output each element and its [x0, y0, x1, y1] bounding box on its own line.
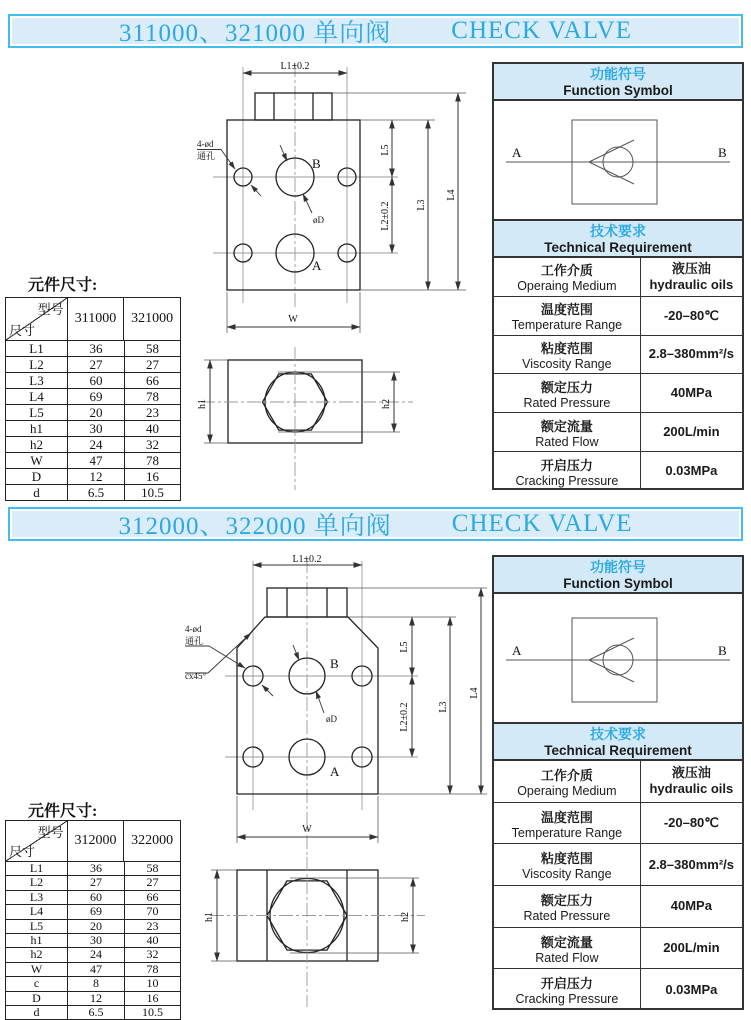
tech-row: 额定压力 Rated Pressure 40MPa: [494, 886, 742, 928]
symbol-port-b-label: B: [718, 643, 727, 658]
table-row: L2 27 27: [6, 357, 180, 373]
model-col-header: 321000: [131, 311, 174, 326]
hole-note-line2: 通孔: [185, 636, 204, 646]
dim-h1-label: h1: [204, 912, 215, 922]
port-b-label: B: [330, 656, 339, 671]
tech-requirement-header: [494, 221, 742, 258]
model-col-header: 322000: [131, 833, 174, 848]
table-row: D 12 16: [6, 469, 180, 485]
dia-d-label: øD: [326, 714, 337, 724]
function-symbol-header: [494, 64, 742, 101]
dim-l1-label: L1±0.2: [280, 61, 310, 72]
table-row: L5 20 23: [6, 405, 180, 421]
valve-body-front-view: [237, 617, 378, 794]
section1-dimension-drawing: [185, 55, 490, 495]
section2-model-title: 312000、322000 单向阀: [118, 513, 392, 540]
table-row: L4 69 70: [6, 905, 180, 919]
table-row: L2 27 27: [6, 876, 180, 890]
tech-row: 工作介质 Operaing Medium 液压油 hydraulic oils: [494, 258, 742, 297]
check-valve-symbol: [494, 594, 742, 722]
tech-title-cn: 技术要求: [590, 726, 646, 742]
table-row: h1 30 40: [6, 421, 180, 437]
dim-l2-label: L2±0.2: [399, 702, 410, 732]
symbol-port-b-label: B: [718, 145, 727, 160]
section1-title-banner: [8, 14, 743, 48]
valve-body-front-view: [227, 120, 360, 290]
corner-size-label: 尺寸: [9, 323, 36, 338]
dim-l2-label: L2±0.2: [380, 201, 391, 231]
tech-title-en: Technical Requirement: [544, 240, 692, 256]
port-a-label: A: [330, 764, 340, 779]
tech-row: 温度范围 Temperature Range -20–80℃: [494, 297, 742, 336]
table-row: h1 30 40: [6, 934, 180, 948]
symbol-port-a-label: A: [512, 145, 522, 160]
function-symbol-area: [494, 594, 742, 724]
tech-row: 开启压力 Cracking Pressure 0.03MPa: [494, 452, 742, 490]
tech-row: 温度范围 Temperature Range -20–80℃: [494, 803, 742, 845]
port-a-label: A: [312, 258, 322, 273]
table-row: W 47 78: [6, 453, 180, 469]
tech-row: 粘度范围 Viscosity Range 2.8–380mm²/s: [494, 336, 742, 375]
function-symbol-title-en: Function Symbol: [563, 83, 673, 99]
table-row: L1 36 58: [6, 341, 180, 357]
check-valve-symbol: [494, 101, 742, 219]
hole-note-line1: 4-ød: [185, 624, 202, 634]
tech-title-cn: 技术要求: [590, 223, 646, 239]
tech-row: 额定流量 Rated Flow 200L/min: [494, 413, 742, 452]
dim-w-label: W: [288, 314, 298, 325]
port-b-label: B: [312, 156, 321, 171]
symbol-port-a-label: A: [512, 643, 522, 658]
dim-l5-label: L5: [399, 641, 410, 653]
dim-l1-label: L1±0.2: [292, 555, 322, 565]
function-symbol-title-cn: 功能符号: [590, 66, 646, 82]
dim-l4-label: L4: [446, 189, 457, 201]
table-row: D 12 16: [6, 992, 180, 1006]
section1-info-panel: [492, 62, 744, 490]
section2-english-title: CHECK VALVE: [451, 510, 633, 537]
model-col-header: 311000: [68, 298, 125, 340]
chamfer-note: cx45°: [185, 671, 207, 681]
function-symbol-title-en: Function Symbol: [563, 576, 673, 592]
dim-h1-label: h1: [197, 399, 208, 409]
table-row: L3 60 66: [6, 373, 180, 389]
hole-note-line1: 4-ød: [197, 139, 214, 149]
tech-requirement-table: [494, 258, 742, 490]
hole-note-line2: 通孔: [197, 151, 216, 161]
section2-title-banner: [8, 507, 743, 541]
section1-dim-table: [5, 297, 181, 501]
table-row: h2 24 32: [6, 437, 180, 453]
corner-cell: [6, 821, 68, 861]
model-col-header: 312000: [68, 821, 125, 861]
section2-dim-caption: 元件尺寸:: [28, 803, 98, 820]
corner-model-label: 型号: [37, 302, 64, 317]
dim-l3-label: L3: [438, 701, 449, 713]
corner-size-label: 尺寸: [9, 844, 36, 859]
dim-w-label: W: [302, 824, 312, 835]
section1-model-title: 311000、321000 单向阀: [118, 20, 392, 47]
table-row: d 6.5 10.5: [6, 1006, 180, 1019]
dim-h2-label: h2: [400, 912, 411, 922]
section2-dim-table: [5, 820, 181, 1020]
corner-cell: [6, 298, 68, 340]
tech-row: 开启压力 Cracking Pressure 0.03MPa: [494, 969, 742, 1010]
dim-l4-label: L4: [469, 687, 480, 699]
dim-l3-label: L3: [416, 199, 427, 211]
table-row: d 6.5 10.5: [6, 485, 180, 500]
table-row: h2 24 32: [6, 948, 180, 962]
table-row: c 8 10: [6, 977, 180, 991]
section1-english-title: CHECK VALVE: [451, 17, 633, 44]
dim-table-header: [6, 821, 180, 862]
tech-requirement-table: [494, 761, 742, 1010]
dia-d-label: øD: [313, 215, 324, 225]
dim-table-header: [6, 298, 180, 341]
tech-row: 粘度范围 Viscosity Range 2.8–380mm²/s: [494, 844, 742, 886]
tech-title-en: Technical Requirement: [544, 743, 692, 759]
tech-row: 额定流量 Rated Flow 200L/min: [494, 928, 742, 970]
table-row: L5 20 23: [6, 920, 180, 934]
dim-l5-label: L5: [380, 144, 391, 156]
tech-row: 工作介质 Operaing Medium 液压油 hydraulic oils: [494, 761, 742, 803]
table-row: L1 36 58: [6, 862, 180, 876]
function-symbol-area: [494, 101, 742, 221]
section2-dimension-drawing: [185, 555, 490, 1015]
tech-row: 额定压力 Rated Pressure 40MPa: [494, 374, 742, 413]
table-row: L4 69 78: [6, 389, 180, 405]
function-symbol-title-cn: 功能符号: [590, 559, 646, 575]
table-row: L3 60 66: [6, 891, 180, 905]
section1-dim-caption: 元件尺寸:: [28, 277, 98, 294]
hex-plug-front-view: [255, 93, 332, 120]
table-row: W 47 78: [6, 963, 180, 977]
tech-requirement-header: [494, 724, 742, 761]
corner-model-label: 型号: [37, 825, 64, 840]
section2-info-panel: [492, 555, 744, 1010]
dim-h2-label: h2: [381, 399, 392, 409]
function-symbol-header: [494, 557, 742, 594]
